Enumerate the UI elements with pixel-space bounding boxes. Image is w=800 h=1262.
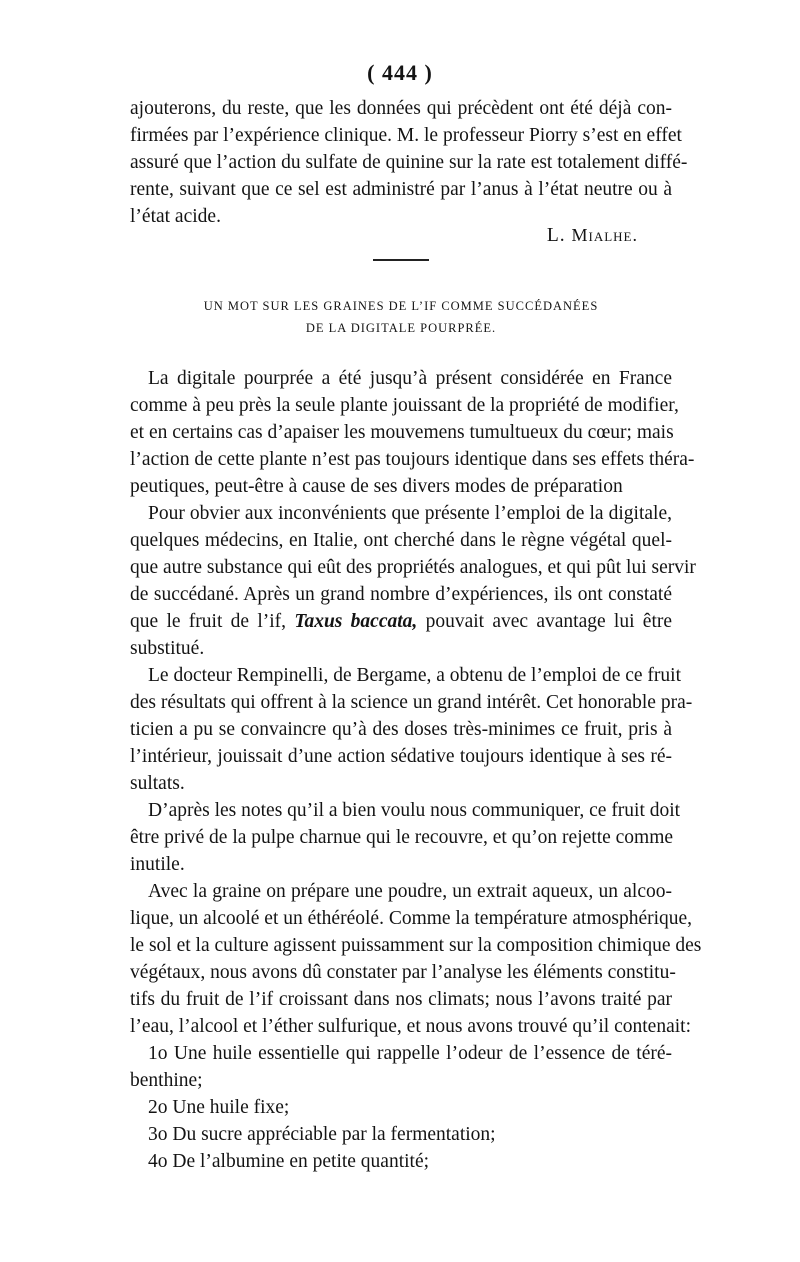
text-line: l’état acide. bbox=[130, 206, 221, 227]
closing-paragraph-previous-article bbox=[130, 95, 688, 230]
paragraph-5 bbox=[130, 878, 702, 1040]
text-line: ajouterons, du reste, que les données qui précèdent ont été déjà con- bbox=[130, 98, 672, 119]
text-line: rente, suivant que ce sel est administré par l’anus à l’état neutre ou à bbox=[130, 179, 672, 200]
text-line: être privé de la pulpe charnue qui le recouvre, et qu’on rejette comme bbox=[130, 827, 674, 848]
text-line: Pour obvier aux inconvénients que présente l’emploi de la digitale, bbox=[148, 503, 672, 524]
text-line: l’eau, l’alcool et l’éther sulfurique, et nous avons trouvé qu’il contenait: bbox=[130, 1016, 691, 1037]
text-line: assuré que l’action du sulfate de quinine sur la rate est totalement diffé- bbox=[130, 152, 688, 173]
text-line: et en certains cas d’apaiser les mouvemens tumultueux du cœur; mais bbox=[130, 422, 674, 443]
page-number: ( 444 ) bbox=[367, 60, 433, 85]
section-divider bbox=[373, 259, 429, 261]
article-title-line: UN MOT SUR LES GRAINES DE L’IF COMME SUCCÉDANÉES bbox=[203, 299, 599, 313]
paragraph-4 bbox=[130, 797, 681, 878]
text-line: substitué. bbox=[130, 638, 205, 659]
text-line: lique, un alcoolé et un éthéréolé. Comme la température atmosphérique, bbox=[130, 908, 693, 929]
text-line: l’action de cette plante n’est pas toujours identique dans ses effets théra- bbox=[130, 449, 695, 470]
text-line: comme à peu près la seule plante jouissant de la propriété de modifier, bbox=[130, 395, 679, 416]
list-item: 2o Une huile fixe; bbox=[148, 1097, 290, 1118]
paragraph-3 bbox=[130, 662, 693, 797]
article-body bbox=[130, 365, 702, 1175]
text-line: l’intérieur, jouissait d’une action sédative toujours identique à ses ré- bbox=[130, 746, 672, 767]
text-line: végétaux, nous avons dû constater par l’analyse les éléments constitu- bbox=[130, 962, 676, 983]
composition-list bbox=[130, 1040, 672, 1175]
text-line: de succédané. Après un grand nombre d’expériences, ils ont constaté bbox=[130, 584, 672, 605]
text-run: que le fruit de l’if, bbox=[130, 611, 287, 632]
signature-name: Mialhe. bbox=[571, 225, 638, 245]
text-line: sultats. bbox=[130, 773, 185, 794]
text-line: que autre substance qui eût des propriétés analogues, et qui pût lui servir bbox=[130, 557, 696, 578]
latin-species-name: Taxus baccata, bbox=[294, 611, 418, 632]
article-title-line: DE LA DIGITALE POURPRÉE. bbox=[305, 321, 497, 335]
article-title bbox=[130, 295, 672, 339]
text-line: ticien a pu se convaincre qu’à des doses très-minimes ce fruit, pris à bbox=[130, 719, 672, 740]
author-signature bbox=[547, 222, 638, 249]
list-item: 3o Du sucre appréciable par la fermentation; bbox=[148, 1124, 496, 1145]
signature-initial: L. bbox=[546, 225, 566, 246]
text-line: peutiques, peut-être à cause de ses divers modes de préparation bbox=[130, 476, 623, 497]
text-line: D’après les notes qu’il a bien voulu nous communiquer, ce fruit doit bbox=[148, 800, 681, 821]
text-line: Le docteur Rempinelli, de Bergame, a obtenu de l’emploi de ce fruit bbox=[148, 665, 681, 686]
text-line: des résultats qui offrent à la science un grand intérêt. Cet honorable pra- bbox=[130, 692, 693, 713]
paragraph-2 bbox=[130, 500, 696, 662]
text-line: quelques médecins, en Italie, ont cherché dans le règne végétal quel- bbox=[130, 530, 672, 551]
text-line bbox=[130, 608, 672, 635]
list-item-continuation: benthine; bbox=[130, 1070, 203, 1091]
list-item: 4o De l’albumine en petite quantité; bbox=[148, 1151, 430, 1172]
text-line: Avec la graine on prépare une poudre, un extrait aqueux, un alcoo- bbox=[148, 881, 672, 902]
text-line: firmées par l’expérience clinique. M. le professeur Piorry s’est en effet bbox=[130, 125, 682, 146]
text-line: le sol et la culture agissent puissamment sur la composition chimique des bbox=[130, 935, 702, 956]
text-line: inutile. bbox=[130, 854, 185, 875]
paragraph-1 bbox=[130, 365, 695, 500]
text-line: La digitale pourprée a été jusqu’à présent considérée en France bbox=[148, 368, 672, 389]
text-run: pouvait avec avantage lui être bbox=[425, 611, 673, 632]
list-item: 1o Une huile essentielle qui rappelle l’odeur de l’essence de téré- bbox=[148, 1043, 672, 1064]
text-line: tifs du fruit de l’if croissant dans nos climats; nous l’avons traité par bbox=[130, 989, 672, 1010]
